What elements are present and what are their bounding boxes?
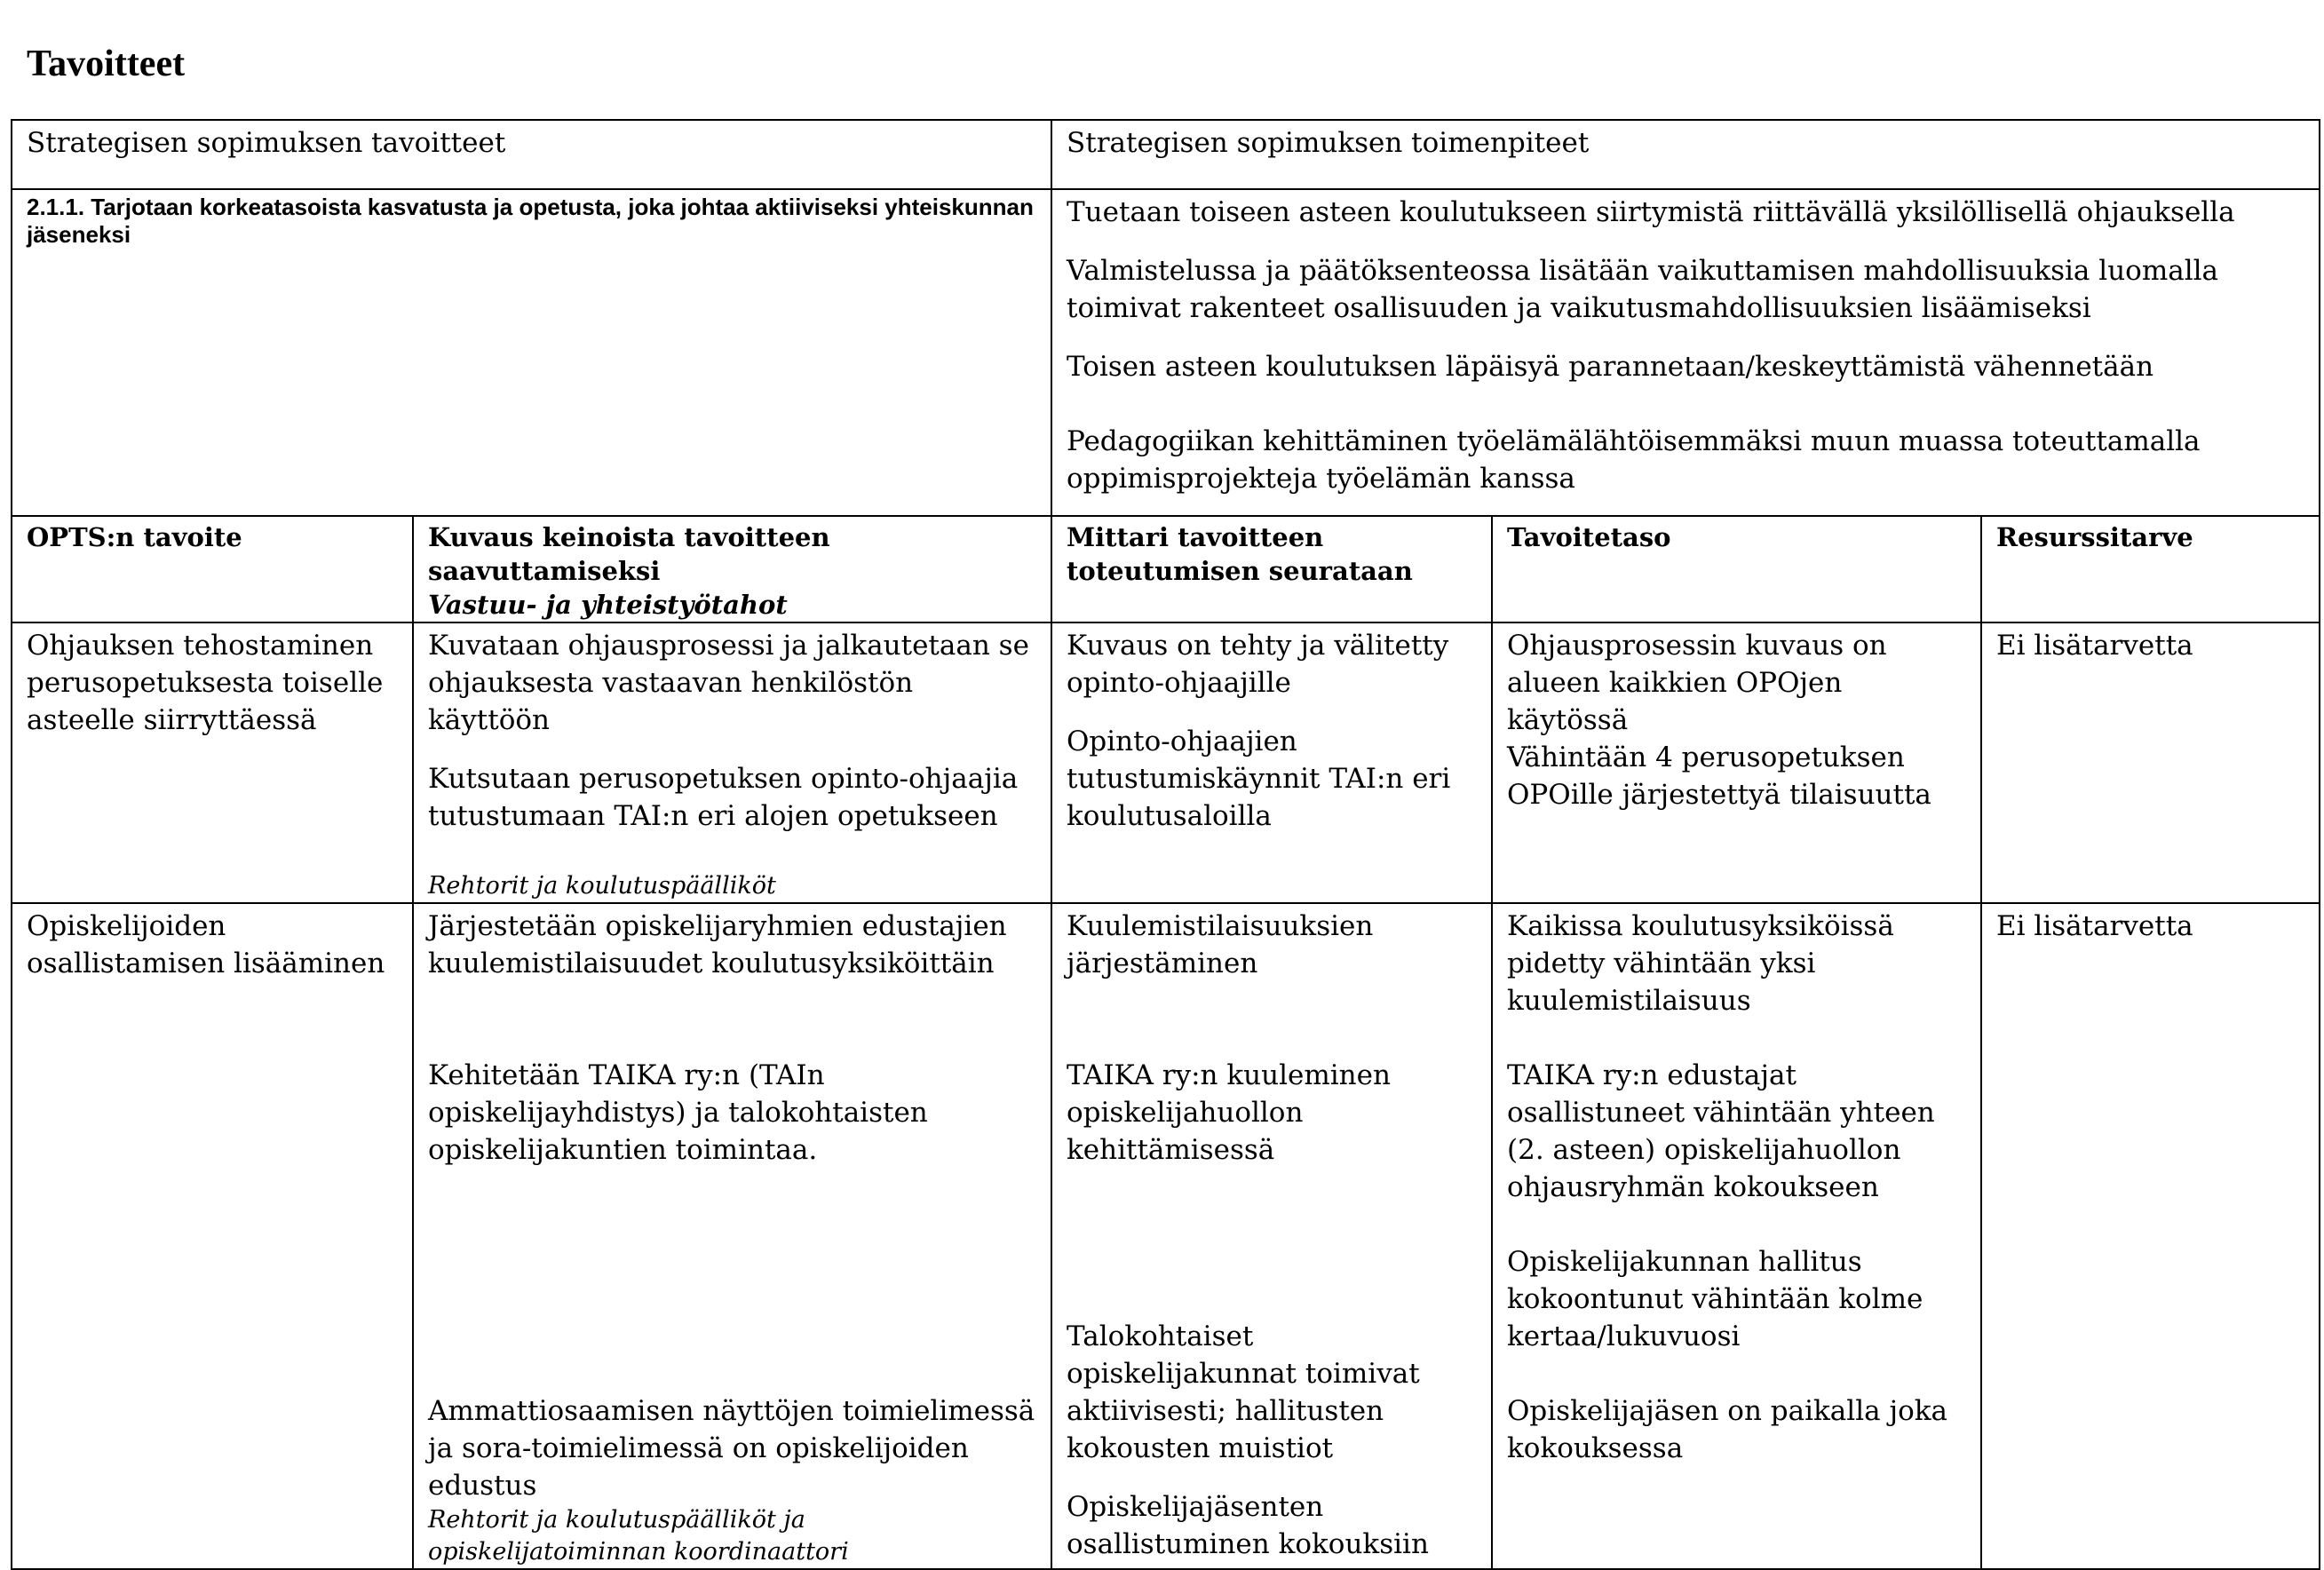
- target-item: Kaikissa koulutusyksiköissä pidetty vähintään yksi kuulemistilaisuus: [1507, 910, 1894, 1017]
- means-item: Kehitetään TAIKA ry:n (TAIn opiskelijayhdistys) ja talokohtaisten opiskelijakuntien toimintaa.: [428, 1059, 928, 1166]
- row-metric: [1051, 903, 1492, 1569]
- table-row: [12, 903, 2320, 1569]
- row-goal: Ohjauksen tehostaminen perusopetuksesta toiselle asteelle siirryttäessä: [12, 622, 413, 903]
- col-header-resource: Resurssitarve: [1981, 516, 2320, 622]
- target-item: Ohjausprosessin kuvaus on alueen kaikkien OPOjen käytössä: [1507, 630, 1887, 736]
- table-row: [12, 622, 2320, 903]
- strategy-header-row: [12, 120, 2320, 189]
- metric-item: Kuulemistilaisuuksien järjestäminen: [1067, 910, 1374, 979]
- strategy-goal-cell: 2.1.1. Tarjotaan korkeatasoista kasvatusta ja opetusta, joka johtaa aktiiviseksi yhteiskunnan jäseneksi: [12, 189, 1051, 516]
- means-item: Ammattiosaamisen näyttöjen toimielimessä ja sora-toimielimessä on opiskelijoiden edustus: [428, 1395, 1035, 1502]
- target-item: Opiskelijakunnan hallitus kokoontunut vähintään kolme kertaa/lukuvuosi: [1507, 1246, 1923, 1352]
- means-item: Kutsutaan perusopetuksen opinto-ohjaajia tutustumaan TAI:n eri alojen opetukseen: [428, 763, 1019, 832]
- strategy-action: Valmistelussa ja päätöksenteossa lisätään vaikuttamisen mahdollisuuksia luomalla toimivat rakenteet osallisuuden ja vaikutusmahdollisuuksien lisäämiseksi: [1067, 255, 2219, 324]
- page-title: Tavoitteet: [27, 44, 186, 84]
- strategy-action: Pedagogiikan kehittäminen työelämälähtöisemmäksi muun muassa toteuttamalla oppimisprojekteja työelämän kanssa: [1067, 425, 2201, 495]
- metric-item: Kuvaus on tehty ja välitetty opinto-ohjaajille: [1067, 630, 1449, 699]
- column-header-row: [12, 516, 2320, 622]
- col-header-means-sub: Vastuu- ja yhteistyötahot: [428, 590, 788, 620]
- row-resource: Ei lisätarvetta: [1981, 903, 2320, 1569]
- target-item: Opiskelijajäsen on paikalla joka kokouksessa: [1507, 1395, 1947, 1464]
- strategy-row: [12, 189, 2320, 516]
- row-goal: Opiskelijoiden osallistamisen lisääminen: [12, 903, 413, 1569]
- responsible-parties: Rehtorit ja koulutuspäälliköt: [428, 872, 776, 900]
- metric-item: Talokohtaiset opiskelijakunnat toimivat aktiivisesti; hallitusten kokousten muistiot: [1067, 1320, 1420, 1464]
- row-means: [413, 903, 1051, 1569]
- strategy-goals-header: Strategisen sopimuksen tavoitteet: [12, 120, 1051, 189]
- col-header-means: [413, 516, 1051, 622]
- goals-table: [11, 119, 2320, 1570]
- metric-item: Opinto-ohjaajien tutustumiskäynnit TAI:n eri koulutusaloilla: [1067, 726, 1451, 832]
- strategy-actions-cell: [1051, 189, 2320, 516]
- row-metric: [1051, 622, 1492, 903]
- row-target: [1492, 622, 1981, 903]
- col-header-metric: Mittari tavoitteen toteutumisen seurataan: [1051, 516, 1492, 622]
- means-item: Järjestetään opiskelijaryhmien edustajien kuulemistilaisuudet koulutusyksiköittäin: [428, 910, 1007, 979]
- means-item: Kuvataan ohjausprosessi ja jalkautetaan se ohjauksesta vastaavan henkilöstön käyttöön: [428, 630, 1029, 736]
- strategy-action: Tuetaan toiseen asteen koulutukseen siirtymistä riittävällä yksilöllisellä ohjauksella: [1067, 196, 2235, 228]
- row-resource: Ei lisätarvetta: [1981, 622, 2320, 903]
- responsible-parties: Rehtorit ja koulutuspäälliköt ja opiskelijatoiminnan koordinaattori: [428, 1506, 849, 1566]
- col-header-goal: OPTS:n tavoite: [12, 516, 413, 622]
- row-target: [1492, 903, 1981, 1569]
- col-header-means-label: Kuvaus keinoista tavoitteen saavuttamiseksi: [428, 522, 830, 586]
- target-item: Vähintään 4 perusopetuksen OPOille järjestettyä tilaisuutta: [1507, 741, 1931, 811]
- strategy-actions-header: Strategisen sopimuksen toimenpiteet: [1051, 120, 2320, 189]
- col-header-target: Tavoitetaso: [1492, 516, 1981, 622]
- target-item: TAIKA ry:n edustajat osallistuneet vähintään yhteen (2. asteen) opiskelijahuollon ohjausryhmän kokoukseen: [1507, 1059, 1935, 1203]
- row-means: [413, 622, 1051, 903]
- metric-item: Opiskelijajäsenten osallistuminen kokouksiin: [1067, 1491, 1429, 1560]
- metric-item: TAIKA ry:n kuuleminen opiskelijahuollon kehittämisessä: [1067, 1059, 1391, 1166]
- strategy-action: Toisen asteen koulutuksen läpäisyä parannetaan/keskeyttämistä vähennetään: [1067, 351, 2154, 383]
